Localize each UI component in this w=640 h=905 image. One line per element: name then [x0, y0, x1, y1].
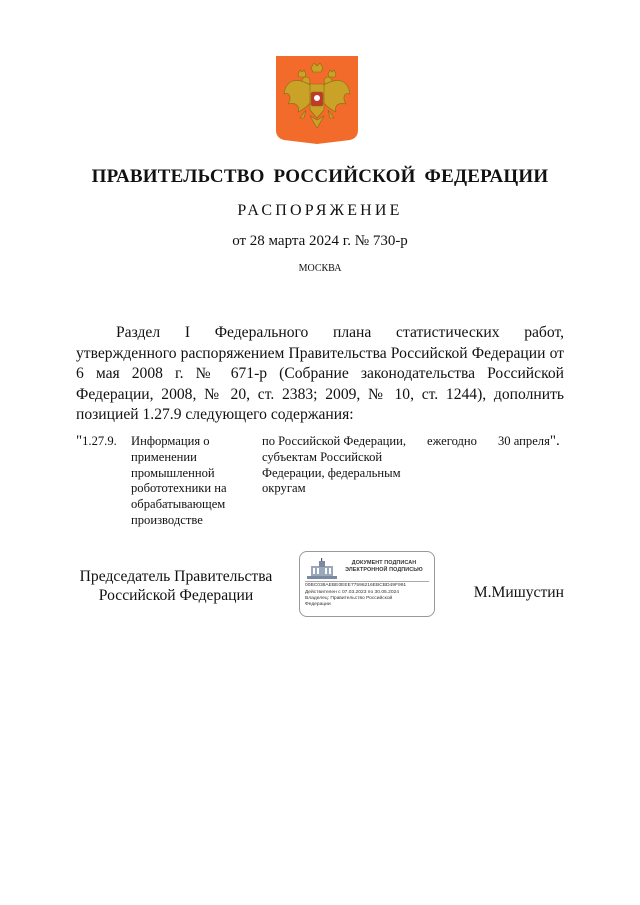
position-level: по Российской Федерации, субъектам Российской Федерации, федеральным округам — [262, 434, 407, 496]
position-frequency: ежегодно — [427, 434, 477, 448]
document-date-number: от 28 марта 2024 г. № 730-р — [232, 233, 408, 249]
position-number: 1.27.9. — [82, 434, 117, 448]
coat-of-arms-icon — [276, 56, 358, 144]
position-term-cell — [498, 434, 578, 450]
stamp-title — [338, 560, 430, 573]
government-building-icon — [305, 558, 339, 580]
stamp-divider — [305, 581, 429, 582]
stamp-title-line1: ДОКУМЕНТ ПОДПИСАН — [351, 560, 417, 566]
stamp-validity: Действителен с 07.03.2023 по 30.05.2024 — [305, 590, 399, 595]
signatory-name: М.Мишустин — [473, 584, 564, 601]
document-city: МОСКВА — [298, 263, 342, 274]
position-name: Информация о применении промышленной робототехники на обрабатывающем производстве — [131, 434, 227, 527]
open-quote: " — [76, 433, 83, 449]
stamp-owner-line2: Федерации — [305, 602, 331, 607]
stamp-title-line2: ЭЛЕКТРОННОЙ ПОДПИСЬЮ — [345, 566, 423, 573]
signatory-position: Председатель Правительства Российской Федерации — [79, 568, 273, 604]
government-title: ПРАВИТЕЛЬСТВО РОССИЙСКОЙ ФЕДЕРАЦИИ — [91, 166, 549, 187]
stamp-serial: 00BC038AEBE0EEE77596216EBCBD49F991 — [305, 583, 407, 588]
close-quote: ". — [549, 433, 560, 449]
document-type: РАСПОРЯЖЕНИЕ — [237, 202, 403, 219]
stamp-owner-line1: Владелец: Правительство Российской — [305, 596, 393, 601]
body-paragraph: Раздел I Федерального плана статистических работ, утвержденного распоряжением Правительства Российской Федерации от 6 мая 2008 г. № 671-р (Собрание законодательства Российской Федерации, 2008, № 20, ст. 2383; 2009, № 10, ст. 1244), дополнить позицией 1.27.9 следующего содержания: — [76, 324, 564, 423]
position-term: 30 апреля — [498, 434, 550, 448]
electronic-signature-stamp — [299, 551, 435, 617]
position-number-cell — [76, 434, 128, 450]
